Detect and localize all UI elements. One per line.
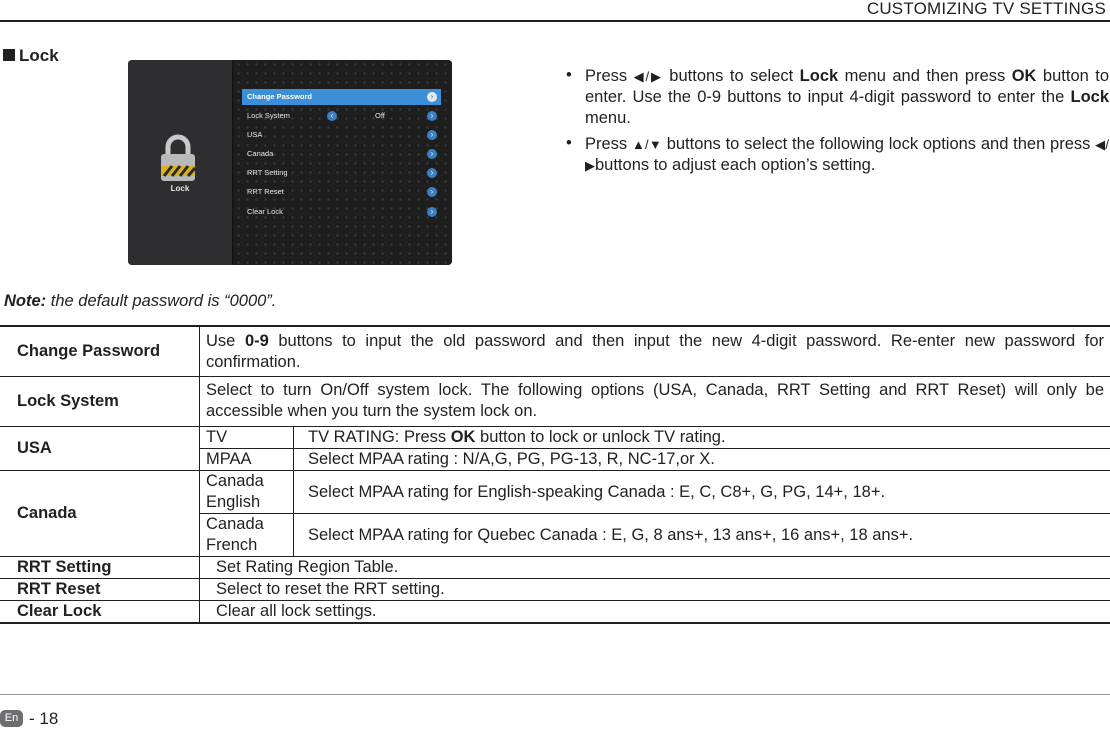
row-label: USA <box>0 427 200 471</box>
row-desc: Select MPAA rating for Quebec Canada : E, G, 8 ans+, 13 ans+, 16 ans+, 18 ans+. <box>294 514 1110 557</box>
tv-menu-item-canada[interactable] <box>242 146 441 162</box>
row-desc: TV RATING: Press OK button to lock or unlock TV rating. <box>294 427 1110 449</box>
lock-options-table <box>0 325 1110 624</box>
tv-menu-item-label: USA <box>247 130 263 139</box>
tv-menu-item-label: RRT Setting <box>247 168 288 177</box>
row-label: RRT Reset <box>0 579 200 601</box>
tv-menu-item-label: Change Password <box>247 92 313 101</box>
chevron-right-icon: › <box>427 92 437 102</box>
up-down-arrows-icon: ▲/▼ <box>631 137 662 152</box>
row-label: Lock System <box>0 377 200 427</box>
sub-label: MPAA <box>200 449 294 471</box>
tv-menu-item-label: RRT Reset <box>247 187 284 196</box>
tv-menu-item-rrt-reset[interactable] <box>242 184 441 200</box>
row-desc: Select MPAA rating for English-speaking Canada : E, C, C8+, G, PG, 14+, 18+. <box>294 471 1110 514</box>
table-row-rrt-setting <box>0 557 1110 579</box>
instruction-1: Press ◀/▶ buttons to select Lock menu and then press OK button to enter. Use the 0-9 buttons to input 4-digit password to enter the Lock menu. <box>585 67 1110 127</box>
table-row-usa-tv <box>0 427 1110 449</box>
row-label: Clear Lock <box>0 601 200 624</box>
page-number: - 18 <box>29 709 59 728</box>
table-row-clear-lock <box>0 601 1110 624</box>
header-divider <box>0 20 1110 22</box>
table-row-lock-system <box>0 377 1110 427</box>
language-badge: En <box>0 710 23 727</box>
chevron-right-icon: › <box>427 149 437 159</box>
page-header-title: CUSTOMIZING TV SETTINGS <box>866 0 1106 18</box>
footer-divider <box>0 694 1110 695</box>
tv-menu-lock-caption: Lock <box>170 184 190 193</box>
table-row-change-password <box>0 326 1110 377</box>
chevron-left-icon: ‹ <box>327 111 337 121</box>
tv-menu-item-clear-lock[interactable] <box>242 204 441 220</box>
row-desc: Set Rating Region Table. <box>200 557 1110 579</box>
tv-menu-item-rrt-setting[interactable] <box>242 165 441 181</box>
left-right-arrows-icon: ◀/▶ <box>633 69 663 84</box>
bullet-dot: • <box>566 134 572 152</box>
note: Note: the default password is “0000”. <box>4 292 277 310</box>
tv-menu-screenshot <box>128 60 452 265</box>
table-row-canada-english <box>0 471 1110 514</box>
tv-menu-item-value: Off <box>375 111 385 120</box>
chevron-right-icon: › <box>427 111 437 121</box>
row-label: Canada <box>0 471 200 557</box>
instruction-2: Press ▲/▼ buttons to select the following lock options and then press ◀/▶buttons to adjust each option’s setting. <box>585 135 1109 174</box>
row-desc: Select to reset the RRT setting. <box>200 579 1110 601</box>
table-row-rrt-reset <box>0 579 1110 601</box>
chevron-right-icon: › <box>427 207 437 217</box>
tv-menu-item-label: Lock System <box>247 111 290 120</box>
chevron-right-icon: › <box>427 187 437 197</box>
sub-label: Canada French <box>200 514 294 557</box>
padlock-icon <box>158 133 198 183</box>
section-bullet-square <box>3 49 15 61</box>
row-desc: Clear all lock settings. <box>200 601 1110 624</box>
sub-label: Canada English <box>200 471 294 514</box>
row-label: RRT Setting <box>0 557 200 579</box>
left-right-arrows-icon: ◀/▶ <box>585 137 1109 173</box>
row-label: Change Password <box>0 326 200 377</box>
bullet-dot: • <box>566 66 572 84</box>
chevron-right-icon: › <box>427 130 437 140</box>
row-desc: Select to turn On/Off system lock. The following options (USA, Canada, RRT Setting and RRT Reset) will only be accessible when you turn the system lock on. <box>200 377 1110 427</box>
section-title: Lock <box>19 46 59 65</box>
sub-label: TV <box>200 427 294 449</box>
row-desc: Use 0-9 buttons to input the old password and then input the new 4-digit password. Re-enter new password for confirmation. <box>200 326 1110 377</box>
tv-menu-item-usa[interactable] <box>242 127 441 143</box>
tv-menu-item-change-password[interactable] <box>242 89 441 105</box>
chevron-right-icon: › <box>427 168 437 178</box>
tv-menu-item-lock-system[interactable] <box>242 108 441 124</box>
tv-menu-item-label: Clear Lock <box>247 207 283 216</box>
tv-menu-item-label: Canada <box>247 149 274 158</box>
row-desc: Select MPAA rating : N/A,G, PG, PG-13, R, NC-17,or X. <box>294 449 1110 471</box>
